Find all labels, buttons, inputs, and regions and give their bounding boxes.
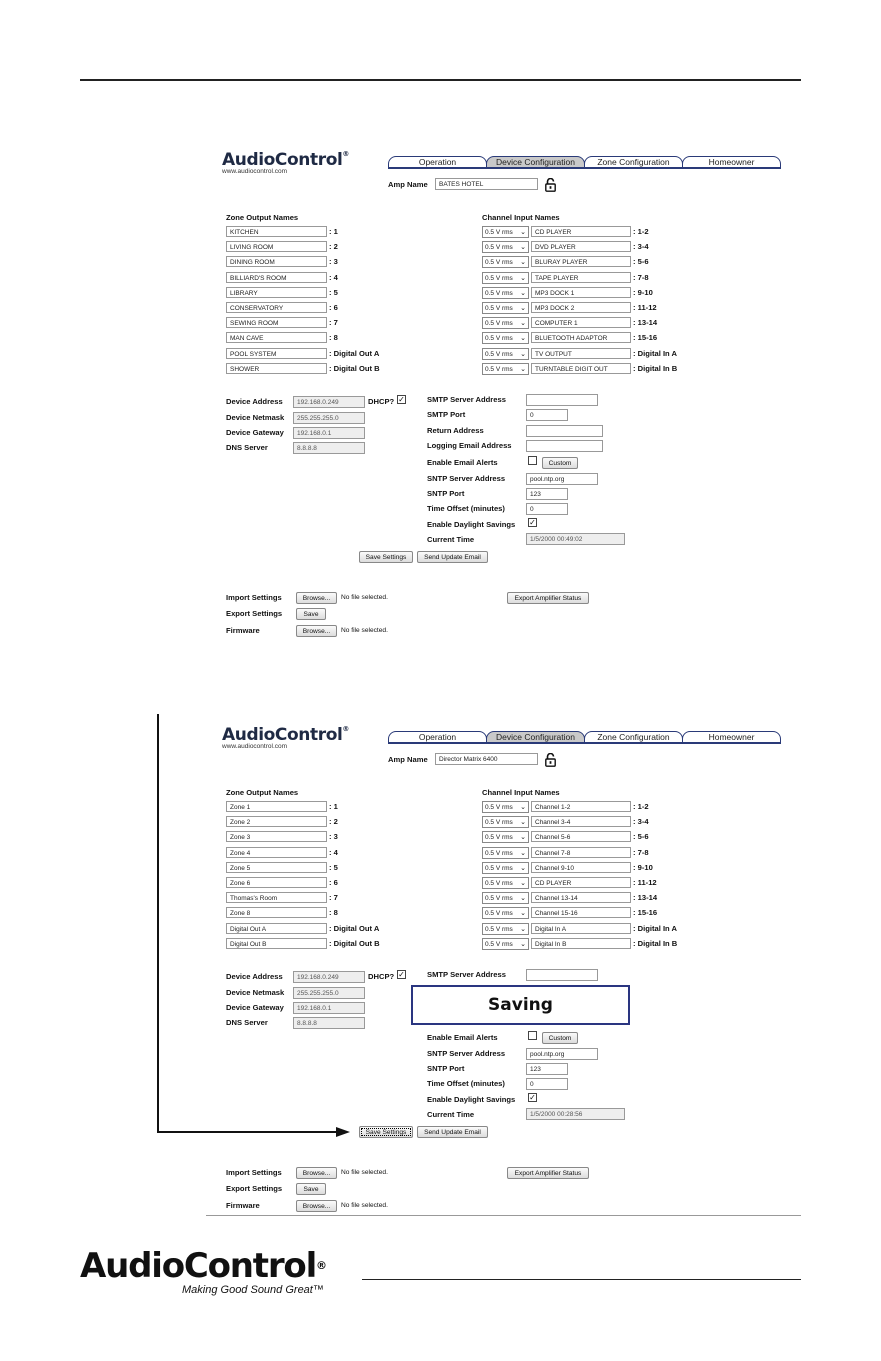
zone-name-input[interactable]: Zone 6 <box>226 877 327 888</box>
footer-logo-reg: ® <box>316 1259 326 1272</box>
firmware-file-status: No file selected. <box>341 627 388 634</box>
firmware-label: Firmware <box>226 626 260 635</box>
device-gateway-label: Device Gateway <box>226 428 284 437</box>
input-level-select[interactable] <box>482 907 529 919</box>
input-level-select[interactable] <box>482 348 529 360</box>
enable-daylight-savings-label: Enable Daylight Savings <box>427 520 516 529</box>
callout-arrow-line <box>157 714 159 1132</box>
callout-arrow-line <box>157 1131 339 1133</box>
zone-output-number: : Digital Out B <box>329 938 380 948</box>
chevron-down-icon: ⌄ <box>520 819 526 827</box>
enable-daylight-savings-label: Enable Daylight Savings <box>427 1095 516 1104</box>
chevron-down-icon: ⌄ <box>520 940 526 948</box>
channel-input-number: : 13-14 <box>633 893 658 903</box>
dhcp-checkbox[interactable]: ✓ <box>398 970 405 979</box>
current-time-label: Current Time <box>427 1110 475 1119</box>
zone-name-input[interactable]: LIBRARY <box>226 287 327 298</box>
channel-input-number: : 9-10 <box>633 287 653 297</box>
channel-input-number: : 11-12 <box>633 303 657 312</box>
footer-rule <box>362 1279 801 1280</box>
smtp-server-address-input[interactable] <box>526 969 598 981</box>
brand-url: www.audiocontrol.com <box>222 743 288 750</box>
tab-zone-configuration[interactable]: Zone Configuration <box>584 156 683 169</box>
time-offset-label: Time Offset (minutes) <box>427 1079 505 1088</box>
tab-operation[interactable]: Operation <box>388 156 487 169</box>
zone-name-input[interactable]: Digital Out B <box>226 938 327 949</box>
input-level-value: 0.5 V rms <box>485 229 513 236</box>
email-alerts-checkbox[interactable] <box>528 456 537 465</box>
channel-input-number: : 1-2 <box>633 802 649 811</box>
input-level-select[interactable] <box>482 892 529 904</box>
channel-input-number: : 11-12 <box>633 878 657 887</box>
amp-name-input[interactable]: Director Matrix 6400 <box>435 753 538 765</box>
channel-input-number: : Digital In A <box>633 348 678 358</box>
export-settings-label: Export Settings <box>226 1184 283 1193</box>
zone-name-input[interactable]: Zone 4 <box>226 847 327 858</box>
channel-name-input[interactable]: COMPUTER 1 <box>531 317 631 328</box>
channel-name-input[interactable]: MP3 DOCK 1 <box>531 287 631 298</box>
dns-server-label: DNS Server <box>226 443 268 452</box>
input-level-value: 0.5 V rms <box>485 834 513 842</box>
return-address-input[interactable] <box>526 425 603 437</box>
sntp-server-address-input[interactable]: pool.ntp.org <box>526 1048 598 1060</box>
zone-name-input[interactable]: Zone 2 <box>226 816 327 827</box>
channel-input-number: : 13-14 <box>633 318 658 328</box>
callout-arrow-head-icon <box>336 1127 350 1137</box>
current-time-field: 1/5/2000 00:49:02 <box>526 533 625 545</box>
current-time-field: 1/5/2000 00:28:56 <box>526 1108 625 1120</box>
enable-email-alerts-label: Enable Email Alerts <box>427 458 498 467</box>
chevron-down-icon: ⌄ <box>520 244 526 252</box>
input-level-value: 0.5 V rms <box>485 274 513 282</box>
amp-name-label: Amp Name <box>388 755 428 764</box>
zone-output-number: : 1 <box>329 227 338 236</box>
dhcp-checkbox[interactable]: ✓ <box>398 395 405 404</box>
input-level-value: 0.5 V rms <box>485 335 513 343</box>
dns-server-field: 8.8.8.8 <box>293 442 365 454</box>
tab-homeowner[interactable]: Homeowner <box>682 156 781 169</box>
input-level-select[interactable] <box>482 847 529 859</box>
email-alerts-checkbox[interactable] <box>528 1031 537 1040</box>
send-update-email-button[interactable]: Send Update Email <box>417 1126 488 1138</box>
time-offset-label: Time Offset (minutes) <box>427 504 505 513</box>
zone-output-number: : 6 <box>329 303 338 312</box>
channel-name-input[interactable]: Channel 3-4 <box>531 816 631 827</box>
input-level-select[interactable] <box>482 862 529 874</box>
channel-name-input[interactable]: TV OUTPUT <box>531 348 631 359</box>
input-level-value: 0.5 V rms <box>485 864 513 872</box>
export-amplifier-status-button[interactable]: Export Amplifier Status <box>507 592 589 604</box>
brand-reg: ® <box>342 725 350 733</box>
channel-input-number: : Digital In A <box>633 923 678 933</box>
return-address-label: Return Address <box>427 426 484 435</box>
chevron-down-icon: ⌄ <box>520 849 526 857</box>
input-level-value: 0.5 V rms <box>485 259 513 267</box>
footer-logo <box>80 1246 326 1296</box>
dhcp-label: DHCP? <box>368 972 395 981</box>
amp-name-label: Amp Name <box>388 180 428 189</box>
chevron-down-icon: ⌄ <box>520 365 526 373</box>
zone-name-input[interactable]: Zone 3 <box>226 831 327 842</box>
zone-output-number: : 3 <box>329 257 338 267</box>
device-address-label: Device Address <box>226 397 283 406</box>
input-level-value: 0.5 V rms <box>485 940 513 948</box>
input-level-select[interactable] <box>482 317 529 329</box>
custom-button[interactable]: Custom <box>542 1032 578 1044</box>
channel-name-input[interactable]: Channel 13-14 <box>531 892 631 903</box>
input-level-select[interactable] <box>482 831 529 843</box>
zone-output-number: : 7 <box>329 893 338 903</box>
input-level-select[interactable] <box>482 287 529 299</box>
chevron-down-icon: ⌄ <box>520 289 526 297</box>
channel-name-input[interactable]: Channel 15-16 <box>531 907 631 918</box>
channel-name-input[interactable]: MP3 DOCK 2 <box>531 302 631 313</box>
zone-name-input[interactable]: KITCHEN <box>226 226 327 237</box>
firmware-browse-button[interactable]: Browse... <box>296 625 337 637</box>
logo <box>222 725 349 750</box>
sntp-port-label: SNTP Port <box>427 1064 465 1073</box>
zone-name-input[interactable]: BILLIARD'S ROOM <box>226 272 327 283</box>
chevron-down-icon: ⌄ <box>520 910 526 918</box>
unlock-icon[interactable] <box>545 753 556 772</box>
input-level-select[interactable] <box>482 923 529 935</box>
logging-email-address-label: Logging Email Address <box>427 441 512 450</box>
input-level-value: 0.5 V rms <box>485 895 513 903</box>
smtp-port-label: SMTP Port <box>427 410 466 419</box>
channel-name-input[interactable]: BLURAY PLAYER <box>531 256 631 267</box>
smtp-port-input[interactable]: 0 <box>526 409 568 421</box>
save-settings-button[interactable]: Save Settings <box>359 1126 413 1138</box>
zone-output-number: : 4 <box>329 272 338 282</box>
tab-bar <box>388 156 780 167</box>
zone-output-number: : 5 <box>329 862 338 872</box>
chevron-down-icon: ⌄ <box>520 305 526 312</box>
chevron-down-icon: ⌄ <box>520 274 526 282</box>
channel-input-number: : 15-16 <box>633 333 658 343</box>
tab-operation[interactable]: Operation <box>388 731 487 744</box>
input-level-select[interactable] <box>482 363 529 375</box>
tab-device-configuration[interactable]: Device Configuration <box>486 731 585 744</box>
input-level-value: 0.5 V rms <box>485 350 513 358</box>
footer-tagline: Making Good Sound Great™ <box>182 1284 324 1296</box>
channel-name-input[interactable]: CD PLAYER <box>531 226 631 237</box>
input-level-value: 0.5 V rms <box>485 849 513 857</box>
channel-input-names-heading: Channel Input Names <box>482 213 560 222</box>
device-address-label: Device Address <box>226 972 283 981</box>
input-level-value: 0.5 V rms <box>485 244 513 252</box>
firmware-label: Firmware <box>226 1201 260 1210</box>
tab-device-configuration[interactable]: Device Configuration <box>486 156 585 169</box>
sntp-server-address-label: SNTP Server Address <box>427 474 506 483</box>
chevron-down-icon: ⌄ <box>520 804 526 811</box>
export-settings-label: Export Settings <box>226 609 283 618</box>
smtp-server-address-label: SMTP Server Address <box>427 395 506 404</box>
input-level-value: 0.5 V rms <box>485 804 513 811</box>
import-settings-label: Import Settings <box>226 593 282 602</box>
input-level-select[interactable] <box>482 241 529 253</box>
chevron-down-icon: ⌄ <box>520 925 526 933</box>
zone-output-number: : 6 <box>329 878 338 887</box>
amp-name-input[interactable]: BATES HOTEL <box>435 178 538 190</box>
zone-name-input[interactable]: POOL SYSTEM <box>226 348 327 359</box>
zone-output-number: : Digital Out A <box>329 348 380 358</box>
zone-output-number: : 8 <box>329 333 338 343</box>
import-browse-button[interactable]: Browse... <box>296 592 337 604</box>
zone-output-number: : 7 <box>329 318 338 328</box>
firmware-file-status: No file selected. <box>341 1202 388 1209</box>
zone-name-input[interactable]: LIVING ROOM <box>226 241 327 252</box>
input-level-value: 0.5 V rms <box>485 925 513 933</box>
brand-name: AudioControl <box>222 725 343 745</box>
channel-input-number: : 5-6 <box>633 832 649 842</box>
zone-output-names-heading: Zone Output Names <box>226 213 299 222</box>
input-level-value: 0.5 V rms <box>485 289 513 297</box>
zone-name-input[interactable]: Zone 5 <box>226 862 327 873</box>
input-level-value: 0.5 V rms <box>485 365 513 373</box>
zone-name-input[interactable]: Zone 8 <box>226 907 327 918</box>
device-netmask-label: Device Netmask <box>226 413 285 422</box>
channel-input-number: : Digital In B <box>633 938 678 948</box>
chevron-down-icon: ⌄ <box>520 229 526 236</box>
channel-name-input[interactable]: Channel 9-10 <box>531 862 631 873</box>
import-settings-label: Import Settings <box>226 1168 282 1177</box>
top-rule <box>80 79 801 81</box>
channel-input-names-heading: Channel Input Names <box>482 788 560 797</box>
input-level-select[interactable] <box>482 938 529 950</box>
zone-name-input[interactable]: MAN CAVE <box>226 332 327 343</box>
zone-output-number: : 8 <box>329 908 338 918</box>
zone-output-number: : 5 <box>329 287 338 297</box>
logging-email-address-input[interactable] <box>526 440 603 452</box>
zone-name-input[interactable]: Thomas's Room <box>226 892 327 903</box>
channel-name-input[interactable]: CD PLAYER <box>531 877 631 888</box>
channel-name-input[interactable]: Channel 1-2 <box>531 801 631 812</box>
send-update-email-button[interactable]: Send Update Email <box>417 551 488 563</box>
channel-name-input[interactable]: TAPE PLAYER <box>531 272 631 283</box>
chevron-down-icon: ⌄ <box>520 864 526 872</box>
input-level-value: 0.5 V rms <box>485 305 513 312</box>
channel-name-input[interactable]: Channel 7-8 <box>531 847 631 858</box>
input-level-select[interactable] <box>482 332 529 344</box>
logo <box>222 150 349 175</box>
screenshot-bottom-rule <box>206 1215 801 1216</box>
channel-input-number: : 7-8 <box>633 847 649 857</box>
zone-name-input[interactable]: CONSERVATORY <box>226 302 327 313</box>
device-gateway-label: Device Gateway <box>226 1003 284 1012</box>
tab-homeowner[interactable]: Homeowner <box>682 731 781 744</box>
channel-name-input[interactable]: Digital In B <box>531 938 631 949</box>
export-save-button[interactable]: Save <box>296 608 326 620</box>
custom-button[interactable]: Custom <box>542 457 578 469</box>
sntp-server-address-label: SNTP Server Address <box>427 1049 506 1058</box>
input-level-select[interactable] <box>482 877 529 889</box>
sntp-port-input[interactable]: 123 <box>526 1063 568 1075</box>
input-level-value: 0.5 V rms <box>485 819 513 827</box>
save-settings-button[interactable]: Save Settings <box>359 551 413 563</box>
dns-server-field: 8.8.8.8 <box>293 1017 365 1029</box>
brand-url: www.audiocontrol.com <box>222 168 288 175</box>
chevron-down-icon: ⌄ <box>520 895 526 903</box>
channel-name-input[interactable]: DVD PLAYER <box>531 241 631 252</box>
input-level-select[interactable] <box>482 226 529 238</box>
zone-output-number: : 2 <box>329 242 338 252</box>
dhcp-label: DHCP? <box>368 397 395 406</box>
zone-name-input[interactable]: Zone 1 <box>226 801 327 812</box>
brand-name: AudioControl <box>222 150 343 170</box>
device-address-field: 192.168.0.249 <box>293 396 365 408</box>
sntp-port-input[interactable]: 123 <box>526 488 568 500</box>
zone-output-names-heading: Zone Output Names <box>226 788 299 797</box>
channel-name-input[interactable]: Channel 5-6 <box>531 831 631 842</box>
chevron-down-icon: ⌄ <box>520 350 526 358</box>
device-netmask-label: Device Netmask <box>226 988 285 997</box>
zone-output-number: : 4 <box>329 847 338 857</box>
input-level-select[interactable] <box>482 272 529 284</box>
input-level-select[interactable] <box>482 302 529 314</box>
footer-logo-text: AudioControl <box>80 1246 317 1286</box>
import-browse-button[interactable]: Browse... <box>296 1167 337 1179</box>
chevron-down-icon: ⌄ <box>520 880 526 887</box>
zone-output-number: : 2 <box>329 817 338 827</box>
tab-zone-configuration[interactable]: Zone Configuration <box>584 731 683 744</box>
input-level-value: 0.5 V rms <box>485 910 513 918</box>
chevron-down-icon: ⌄ <box>520 320 526 328</box>
zone-output-number: : Digital Out B <box>329 363 380 373</box>
channel-name-input[interactable]: TURNTABLE DIGIT OUT <box>531 363 631 374</box>
input-level-value: 0.5 V rms <box>485 880 513 887</box>
unlock-icon[interactable] <box>545 178 556 197</box>
channel-input-number: : 5-6 <box>633 257 649 267</box>
daylight-savings-checkbox[interactable]: ✓ <box>529 518 536 527</box>
zone-name-input[interactable]: DINING ROOM <box>226 256 327 267</box>
time-offset-input[interactable]: 0 <box>526 503 568 515</box>
zone-output-number: : 3 <box>329 832 338 842</box>
time-offset-input[interactable]: 0 <box>526 1078 568 1090</box>
device-netmask-field: 255.255.255.0 <box>293 987 365 999</box>
export-save-button[interactable]: Save <box>296 1183 326 1195</box>
brand-reg: ® <box>342 150 350 158</box>
channel-input-number: : 9-10 <box>633 862 653 872</box>
input-level-select[interactable] <box>482 801 529 813</box>
config-screen-before <box>222 148 782 658</box>
import-file-status: No file selected. <box>341 594 388 601</box>
firmware-browse-button[interactable]: Browse... <box>296 1200 337 1212</box>
channel-name-input[interactable]: BLUETOOTH ADAPTOR <box>531 332 631 343</box>
input-level-value: 0.5 V rms <box>485 320 513 328</box>
zone-name-input[interactable]: SHOWER <box>226 363 327 374</box>
config-screen-saving <box>222 723 782 1233</box>
smtp-server-address-input[interactable] <box>526 394 598 406</box>
chevron-down-icon: ⌄ <box>520 834 526 842</box>
channel-input-number: : 7-8 <box>633 272 649 282</box>
channel-input-number: : 3-4 <box>633 242 649 252</box>
channel-name-input[interactable]: Digital In A <box>531 923 631 934</box>
dns-server-label: DNS Server <box>226 1018 268 1027</box>
sntp-server-address-input[interactable]: pool.ntp.org <box>526 473 598 485</box>
channel-input-number: : Digital In B <box>633 363 678 373</box>
smtp-server-address-label: SMTP Server Address <box>427 970 506 979</box>
import-file-status: No file selected. <box>341 1169 388 1176</box>
zone-name-input[interactable]: SEWING ROOM <box>226 317 327 328</box>
zone-output-number: : 1 <box>329 802 338 811</box>
device-netmask-field: 255.255.255.0 <box>293 412 365 424</box>
channel-input-number: : 15-16 <box>633 908 658 918</box>
chevron-down-icon: ⌄ <box>520 335 526 343</box>
input-level-select[interactable] <box>482 816 529 828</box>
current-time-label: Current Time <box>427 535 475 544</box>
device-address-field: 192.168.0.249 <box>293 971 365 983</box>
sntp-port-label: SNTP Port <box>427 489 465 498</box>
channel-input-number: : 3-4 <box>633 817 649 827</box>
daylight-savings-checkbox[interactable]: ✓ <box>529 1093 536 1102</box>
device-gateway-field: 192.168.0.1 <box>293 1002 365 1014</box>
saving-dialog: Saving <box>411 985 630 1025</box>
input-level-select[interactable] <box>482 256 529 268</box>
tab-bar <box>388 731 780 742</box>
device-gateway-field: 192.168.0.1 <box>293 427 365 439</box>
chevron-down-icon: ⌄ <box>520 259 526 267</box>
enable-email-alerts-label: Enable Email Alerts <box>427 1033 498 1042</box>
export-amplifier-status-button[interactable]: Export Amplifier Status <box>507 1167 589 1179</box>
channel-input-number: : 1-2 <box>633 227 649 236</box>
zone-output-number: : Digital Out A <box>329 923 380 933</box>
zone-name-input[interactable]: Digital Out A <box>226 923 327 934</box>
